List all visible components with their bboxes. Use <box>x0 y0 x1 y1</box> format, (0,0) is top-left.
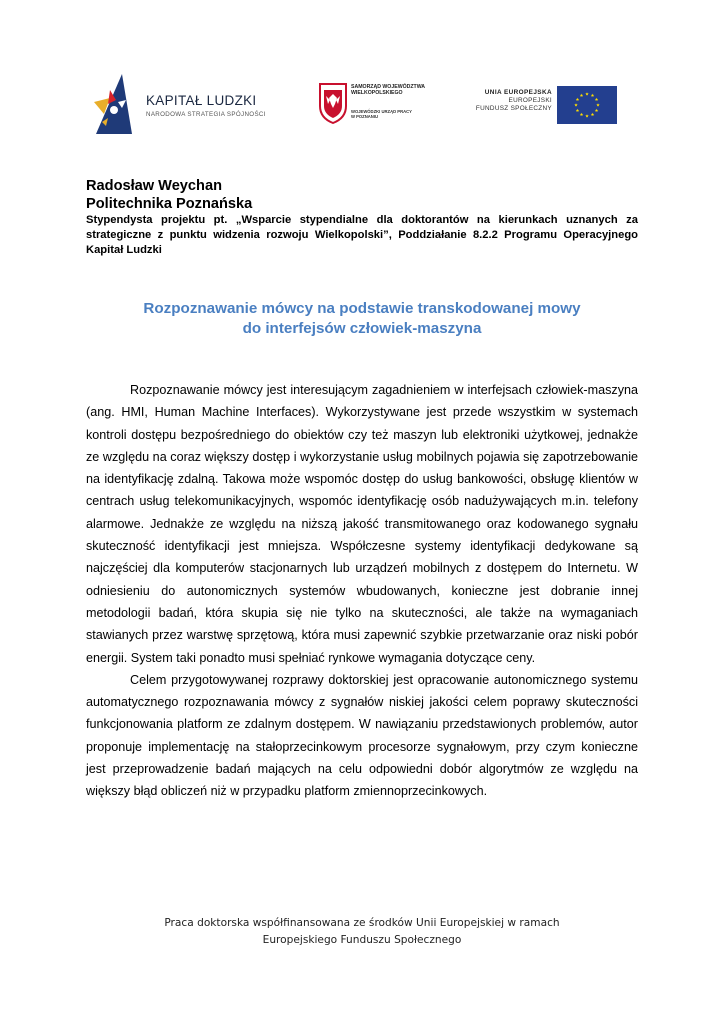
body-paragraph-2: Celem przygotowywanej rozprawy doktorskiej jest opracowanie autonomicznego systemu automatycznego rozpoznawania mówcy z sygnałów niskiej jakości celem poprawy skuteczności funkcjonowania platform ze zdalnym dostępem. W nawiązaniu przedstawionych problemów, autor proponuje implementację na stałoprzecinkowym procesorze sygnałowym, przy czym konieczne jest przeprowadzenie badań mających na celu odpowiedni dobór algorytmów ze względu na większy błąd obliczeń niż w przypadku platform zmiennoprzecinkowych. <box>86 672 638 799</box>
unia-line2: EUROPEJSKI <box>508 97 552 104</box>
document-body <box>86 379 638 803</box>
kapital-ludzki-emblem-icon <box>92 72 142 138</box>
author-institution: Politechnika Poznańska <box>86 196 253 212</box>
unia-title: UNIA EUROPEJSKA <box>484 89 552 96</box>
body-paragraph-1: Rozpoznawanie mówcy jest interesującym zagadnieniem w interfejsach człowiek-maszyna (ang. HMI, Human Machine Interfaces). Wykorzystywane jest przede wszystkim w systemach kontroli dostępu bezpośredniego do obiektów czy też maszyn lub elektroniki użytkowej, jednakże ze względu na coraz większy dostęp i wykorzystanie usług mobilnych pojawia się zapotrzebowanie na identyfikację zdalną. Takowa może wspomóc dostęp do usług bankowości, obsługę klientów w centrach usług telekomunikacyjnych, wspomóc identyfikację osób nadużywających m.in. telefony alarmowe. Jednakże ze względu na niższą jakość transmitowanego oraz kodowanego sygnału skuteczność identyfikacji jest mniejsza. Współczesne systemy identyfikacji dedykowane są najczęściej dla komputerów stacjonarnych lub urządzeń mobilnych z dostępem do Internetu. W odniesieniu do autonomicznych systemów wbudowanych, konieczne jest dobranie innej metodologii badań, która skupia się nie tylko na skuteczności, ale także na wymaganiach stawianych przez warstwę sprzętową, która musi zapewnić szybkie przetwarzanie oraz niski pobór energii. System taki ponadto musi spełniać rynkowe wymagania dotyczące ceny. <box>86 383 638 665</box>
kapital-ludzki-logo <box>92 72 292 138</box>
eu-flag-icon <box>557 86 617 124</box>
samorzad-logo <box>318 82 430 128</box>
samorzad-line3: WOJEWÓDZKI URZĄD PRACY <box>351 109 412 114</box>
scholarship-note: Stypendysta projektu pt. „Wsparcie stypendialne dla doktorantów na kierunkach uznanych za strategiczne z punktu widzenia rozwoju Wielkopolski”, Poddziałanie 8.2.2 Programu Operacyjnego Kapitał Ludzki <box>86 214 638 256</box>
footer-line1: Praca doktorska współfinansowana ze środków Unii Europejskiej w ramach <box>164 917 560 929</box>
page-footer <box>86 915 638 949</box>
title-line1: Rozpoznawanie mówcy na podstawie transkodowanej mowy <box>143 300 581 317</box>
eagle-shield-icon <box>318 82 348 124</box>
samorzad-line2: WIELKOPOLSKIEGO <box>351 90 403 96</box>
samorzad-line4: W POZNANIU <box>351 114 378 119</box>
author-name: Radosław Weychan <box>86 178 222 194</box>
footer-line2: Europejskiego Funduszu Społecznego <box>262 934 462 946</box>
unia-line3: FUNDUSZ SPOŁECZNY <box>475 105 552 112</box>
kapital-ludzki-subtitle: NARODOWA STRATEGIA SPÓJNOŚCI <box>146 111 266 118</box>
title-line2: do interfejsów człowiek-maszyna <box>242 320 482 337</box>
unia-europejska-text <box>462 88 552 113</box>
author-block <box>86 177 638 258</box>
kapital-ludzki-title: KAPITAŁ LUDZKI <box>146 93 257 108</box>
samorzad-line1: SAMORZĄD WOJEWÓDZTWA <box>351 84 426 90</box>
document-title <box>86 299 638 339</box>
